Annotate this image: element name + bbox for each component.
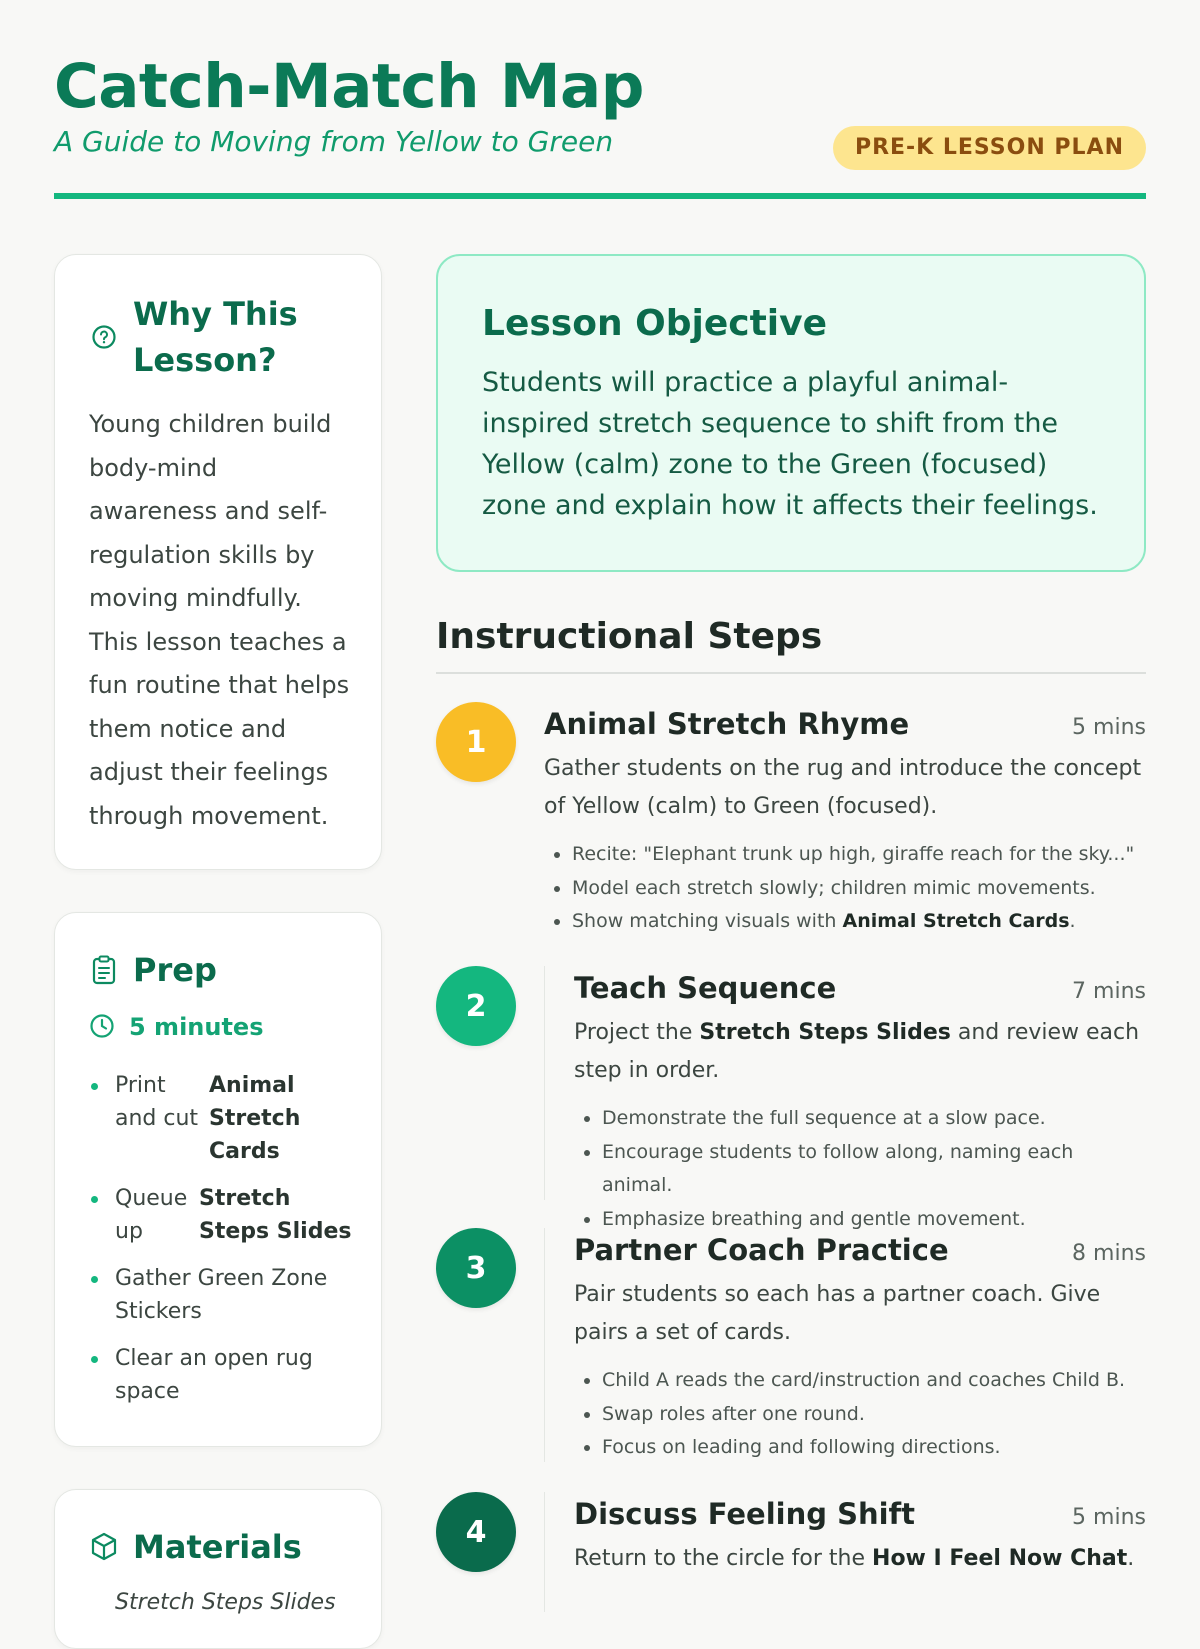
step-number-badge: 3 xyxy=(436,1228,516,1308)
prep-item-text: Gather Green Zone Stickers xyxy=(115,1266,328,1324)
page-subtitle: A Guide to Moving from Yellow to Green xyxy=(54,125,614,158)
prep-item xyxy=(89,1069,359,1168)
step-bullets xyxy=(574,1364,1146,1465)
step-bullets xyxy=(544,838,1146,939)
step-title: Teach Sequence xyxy=(574,971,837,1005)
bullet-bold: Animal Stretch Cards xyxy=(842,910,1070,932)
prep-item-text: Print and cut xyxy=(115,1073,199,1131)
desc-bold: Stretch Steps Slides xyxy=(699,1020,951,1045)
prep-item-text: Clear an open rug space xyxy=(115,1346,313,1404)
step-description xyxy=(574,1014,1146,1090)
step-description: Gather students on the rug and introduce the concept of Yellow (calm) to Green (focused). xyxy=(544,756,1142,819)
step-title: Partner Coach Practice xyxy=(574,1233,949,1267)
step-bullet: • Emphasize breathing and gentle movement. xyxy=(602,1203,1146,1237)
steps-divider xyxy=(436,672,1146,674)
step-title: Animal Stretch Rhyme xyxy=(544,707,910,741)
step-duration: 7 mins xyxy=(1072,979,1146,1004)
box-icon xyxy=(89,1532,119,1562)
why-card-text: Young children build body-mind awareness and self-regulation skills by moving mindfully. This lesson teaches a fun routine that helps them notice and adjust their feelings through movement. xyxy=(89,410,350,830)
lesson-type-badge: PRE-K LESSON PLAN xyxy=(833,126,1146,170)
materials-card xyxy=(54,1489,382,1649)
bullet-text: . xyxy=(1069,910,1076,932)
prep-list xyxy=(89,1069,359,1422)
step-title: Discuss Feeling Shift xyxy=(574,1497,916,1531)
prep-item-bold: Stretch Steps Slides xyxy=(199,1186,352,1244)
why-card-heading: Why This Lesson? xyxy=(133,295,298,379)
prep-item xyxy=(89,1262,359,1328)
objective-text: Students will practice a playful animal-inspired stretch sequence to shift from the Yellow (calm) zone to the Green (focused) zone and explain how it affects their feelings. xyxy=(482,367,1098,521)
header-divider xyxy=(54,193,1146,199)
step-number-badge: 1 xyxy=(436,702,516,782)
step-bullet: • Swap roles after one round. xyxy=(602,1398,1146,1432)
materials-card-header xyxy=(89,1524,302,1570)
step-bullets xyxy=(574,1102,1146,1236)
step-body xyxy=(574,966,1146,1236)
step-description xyxy=(574,1540,1146,1578)
prep-card-heading: Prep xyxy=(133,951,217,989)
desc-text: and review each step in order. xyxy=(574,1020,1140,1083)
steps-section-title: Instructional Steps xyxy=(436,616,823,657)
desc-text: Project the xyxy=(574,1020,700,1045)
desc-text: . xyxy=(1127,1546,1135,1571)
step-number-badge: 2 xyxy=(436,966,516,1046)
why-card-header xyxy=(89,291,303,383)
step-duration: 5 mins xyxy=(1072,1505,1146,1530)
bullet-text: Show matching visuals with xyxy=(572,910,843,932)
objective-heading: Lesson Objective xyxy=(482,303,828,344)
desc-text: Return to the circle for the xyxy=(574,1546,873,1571)
step-connector-line xyxy=(544,1228,545,1462)
step-duration: 5 mins xyxy=(1072,715,1146,740)
step-body xyxy=(574,1492,1146,1578)
clipboard-icon xyxy=(89,955,119,985)
prep-item-bold: Animal Stretch Cards xyxy=(209,1073,301,1164)
prep-card xyxy=(54,912,382,1447)
page-header xyxy=(54,0,1146,200)
question-circle-icon xyxy=(89,322,119,352)
step-connector-line xyxy=(544,966,545,1200)
page-title: Catch-Match Map xyxy=(54,51,644,122)
step-bullet: • Focus on leading and following directions. xyxy=(602,1431,1146,1465)
prep-time xyxy=(89,1013,264,1041)
why-this-lesson-card xyxy=(54,254,382,870)
step-bullet: • Encourage students to follow along, naming each animal. xyxy=(602,1136,1146,1203)
desc-bold: How I Feel Now Chat xyxy=(872,1546,1128,1571)
step-bullet: • Demonstrate the full sequence at a slow pace. xyxy=(602,1102,1146,1136)
prep-card-header xyxy=(89,947,217,993)
prep-item xyxy=(89,1342,359,1408)
step-body xyxy=(544,702,1146,939)
clock-icon xyxy=(89,1013,117,1041)
step-description: Pair students so each has a partner coach. Give pairs a set of cards. xyxy=(574,1282,1101,1345)
prep-item xyxy=(89,1182,359,1248)
step-bullet xyxy=(572,905,1146,939)
prep-time-value: 5 minutes xyxy=(129,1013,264,1041)
lesson-objective-box xyxy=(436,254,1146,572)
step-connector-line xyxy=(544,1492,545,1612)
prep-item-text: Queue up xyxy=(115,1186,188,1244)
step-bullet: • Recite: "Elephant trunk up high, giraffe reach for the sky..." xyxy=(572,838,1146,872)
step-duration: 8 mins xyxy=(1072,1241,1146,1266)
materials-card-heading: Materials xyxy=(133,1528,302,1566)
step-body xyxy=(574,1228,1146,1465)
step-bullet: • Model each stretch slowly; children mimic movements. xyxy=(572,872,1146,906)
step-bullet: • Child A reads the card/instruction and coaches Child B. xyxy=(602,1364,1146,1398)
step-number-badge: 4 xyxy=(436,1492,516,1572)
materials-item: Stretch Steps Slides xyxy=(115,1590,336,1615)
